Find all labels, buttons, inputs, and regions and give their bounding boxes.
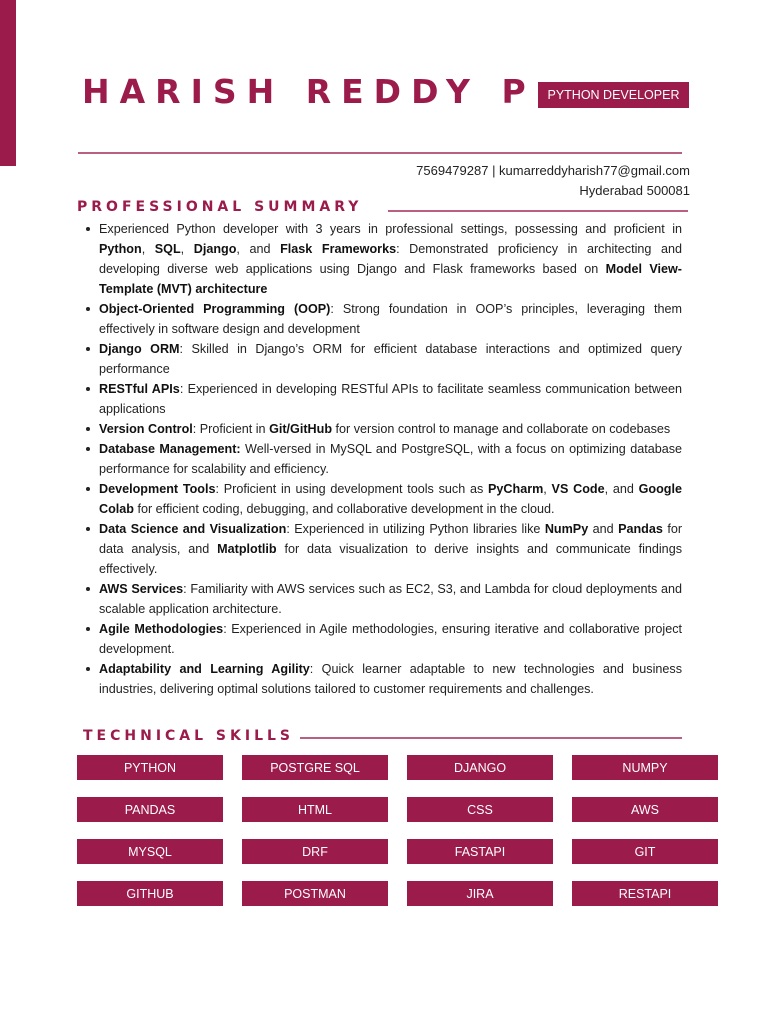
summary-keyword: Matplotlib — [217, 542, 277, 556]
summary-keyword: Agile Methodologies — [99, 622, 224, 636]
summary-text: Well-versed in MySQL and PostgreSQL, with a focus on optimizing database performance for scalability and efficiency. — [99, 442, 683, 476]
summary-text: : Quick learner adaptable to new technologies and business industries, delivering optimal solutions tailored to customer requirements and challenges. — [99, 662, 683, 696]
summary-divider — [388, 210, 688, 212]
skill-chip: GITHUB — [77, 881, 223, 906]
skill-chip: HTML — [242, 797, 388, 822]
skill-chip: NUMPY — [572, 755, 718, 780]
skill-chip: FASTAPI — [407, 839, 553, 864]
summary-keyword: Data Science and Visualization — [99, 522, 287, 536]
summary-keyword: Google Colab — [99, 482, 682, 516]
summary-keyword: Pandas — [618, 522, 663, 536]
summary-item — [99, 579, 682, 619]
skill-chip: POSTMAN — [242, 881, 388, 906]
summary-text: , — [543, 482, 552, 496]
skill-chip: JIRA — [407, 881, 553, 906]
summary-text: : Familiarity with AWS services such as EC2, S3, and Lambda for cloud deployments and scalable application architecture. — [99, 582, 682, 616]
summary-keyword: Django ORM — [99, 342, 180, 356]
summary-text: : Strong foundation in OOP’s principles, leveraging them effectively in software design and development — [99, 302, 683, 336]
summary-keyword: Git/GitHub — [269, 422, 333, 436]
summary-item — [99, 619, 682, 659]
summary-keyword: VS Code — [551, 482, 605, 496]
summary-item — [99, 419, 682, 439]
summary-list — [99, 219, 682, 699]
summary-item — [99, 379, 682, 419]
summary-keyword: PyCharm — [488, 482, 544, 496]
summary-keyword: RESTful APIs — [99, 382, 180, 396]
skills-heading: TECHNICAL SKILLS — [83, 728, 294, 744]
summary-keyword: NumPy — [544, 522, 589, 536]
summary-item — [99, 479, 682, 519]
summary-text: , — [141, 242, 155, 256]
summary-item — [99, 299, 682, 339]
summary-text: Experienced Python developer with 3 years in professional settings, possessing and proficient in — [99, 222, 682, 236]
header-divider — [78, 152, 682, 154]
summary-text: for version control to manage and collaborate on codebases — [332, 422, 671, 436]
summary-keyword: Django — [193, 242, 237, 256]
summary-item — [99, 219, 682, 299]
role-badge: PYTHON DEVELOPER — [538, 82, 689, 108]
skill-chip: AWS — [572, 797, 718, 822]
skill-chip: POSTGRE SQL — [242, 755, 388, 780]
summary-heading: PROFESSIONAL SUMMARY — [77, 199, 363, 215]
skill-chip: PANDAS — [77, 797, 223, 822]
summary-item — [99, 339, 682, 379]
contact-location: Hyderabad 500081 — [579, 183, 690, 198]
skill-chip: RESTAPI — [572, 881, 718, 906]
skill-chip: CSS — [407, 797, 553, 822]
summary-text: : Experienced in Agile methodologies, ensuring iterative and collaborative project development. — [99, 622, 682, 656]
contact-block — [416, 161, 690, 201]
summary-text: , and — [236, 242, 281, 256]
summary-text: and — [588, 522, 619, 536]
skill-chip: DJANGO — [407, 755, 553, 780]
summary-keyword: Flask Frameworks — [280, 242, 397, 256]
summary-text: : Experienced in developing RESTful APIs to facilitate seamless communication between applications — [99, 382, 682, 416]
summary-keyword: Adaptability and Learning Agility — [99, 662, 310, 676]
summary-keyword: Version Control — [99, 422, 193, 436]
skills-divider — [300, 737, 682, 739]
skills-grid — [77, 755, 718, 906]
summary-keyword: SQL — [154, 242, 181, 256]
summary-text: for data analysis, and — [99, 522, 683, 556]
summary-keyword: Python — [99, 242, 142, 256]
summary-text: : Skilled in Django’s ORM for efficient database interactions and optimized query performance — [99, 342, 682, 376]
summary-text: , — [180, 242, 194, 256]
skill-chip: GIT — [572, 839, 718, 864]
skill-chip: DRF — [242, 839, 388, 864]
summary-item — [99, 659, 682, 699]
summary-item — [99, 439, 682, 479]
contact-phone-email: 7569479287 | kumarreddyharish77@gmail.com — [416, 163, 690, 178]
summary-keyword: AWS Services — [99, 582, 184, 596]
summary-text: : Proficient in using development tools such as — [215, 482, 488, 496]
skill-chip: PYTHON — [77, 755, 223, 780]
summary-text: , and — [604, 482, 639, 496]
summary-text: for efficient coding, debugging, and collaborative development in the cloud. — [133, 502, 555, 516]
summary-keyword: Development Tools — [99, 482, 216, 496]
summary-text: : Experienced in utilizing Python libraries like — [286, 522, 545, 536]
skill-chip: MYSQL — [77, 839, 223, 864]
summary-text: for data visualization to derive insights and communicate findings effectively. — [99, 542, 682, 576]
summary-keyword: Model View-Template (MVT) architecture — [99, 262, 682, 296]
summary-keyword: Database Management: — [99, 442, 241, 456]
summary-keyword: Object-Oriented Programming (OOP) — [99, 302, 331, 316]
accent-side-bar — [0, 0, 16, 166]
candidate-name: HARISH REDDY P — [82, 72, 536, 111]
summary-text: : Demonstrated proficiency in architecting and developing diverse web applications using Django and Flask frameworks based on — [99, 242, 682, 276]
summary-text: : Proficient in — [192, 422, 270, 436]
summary-item — [99, 519, 682, 579]
